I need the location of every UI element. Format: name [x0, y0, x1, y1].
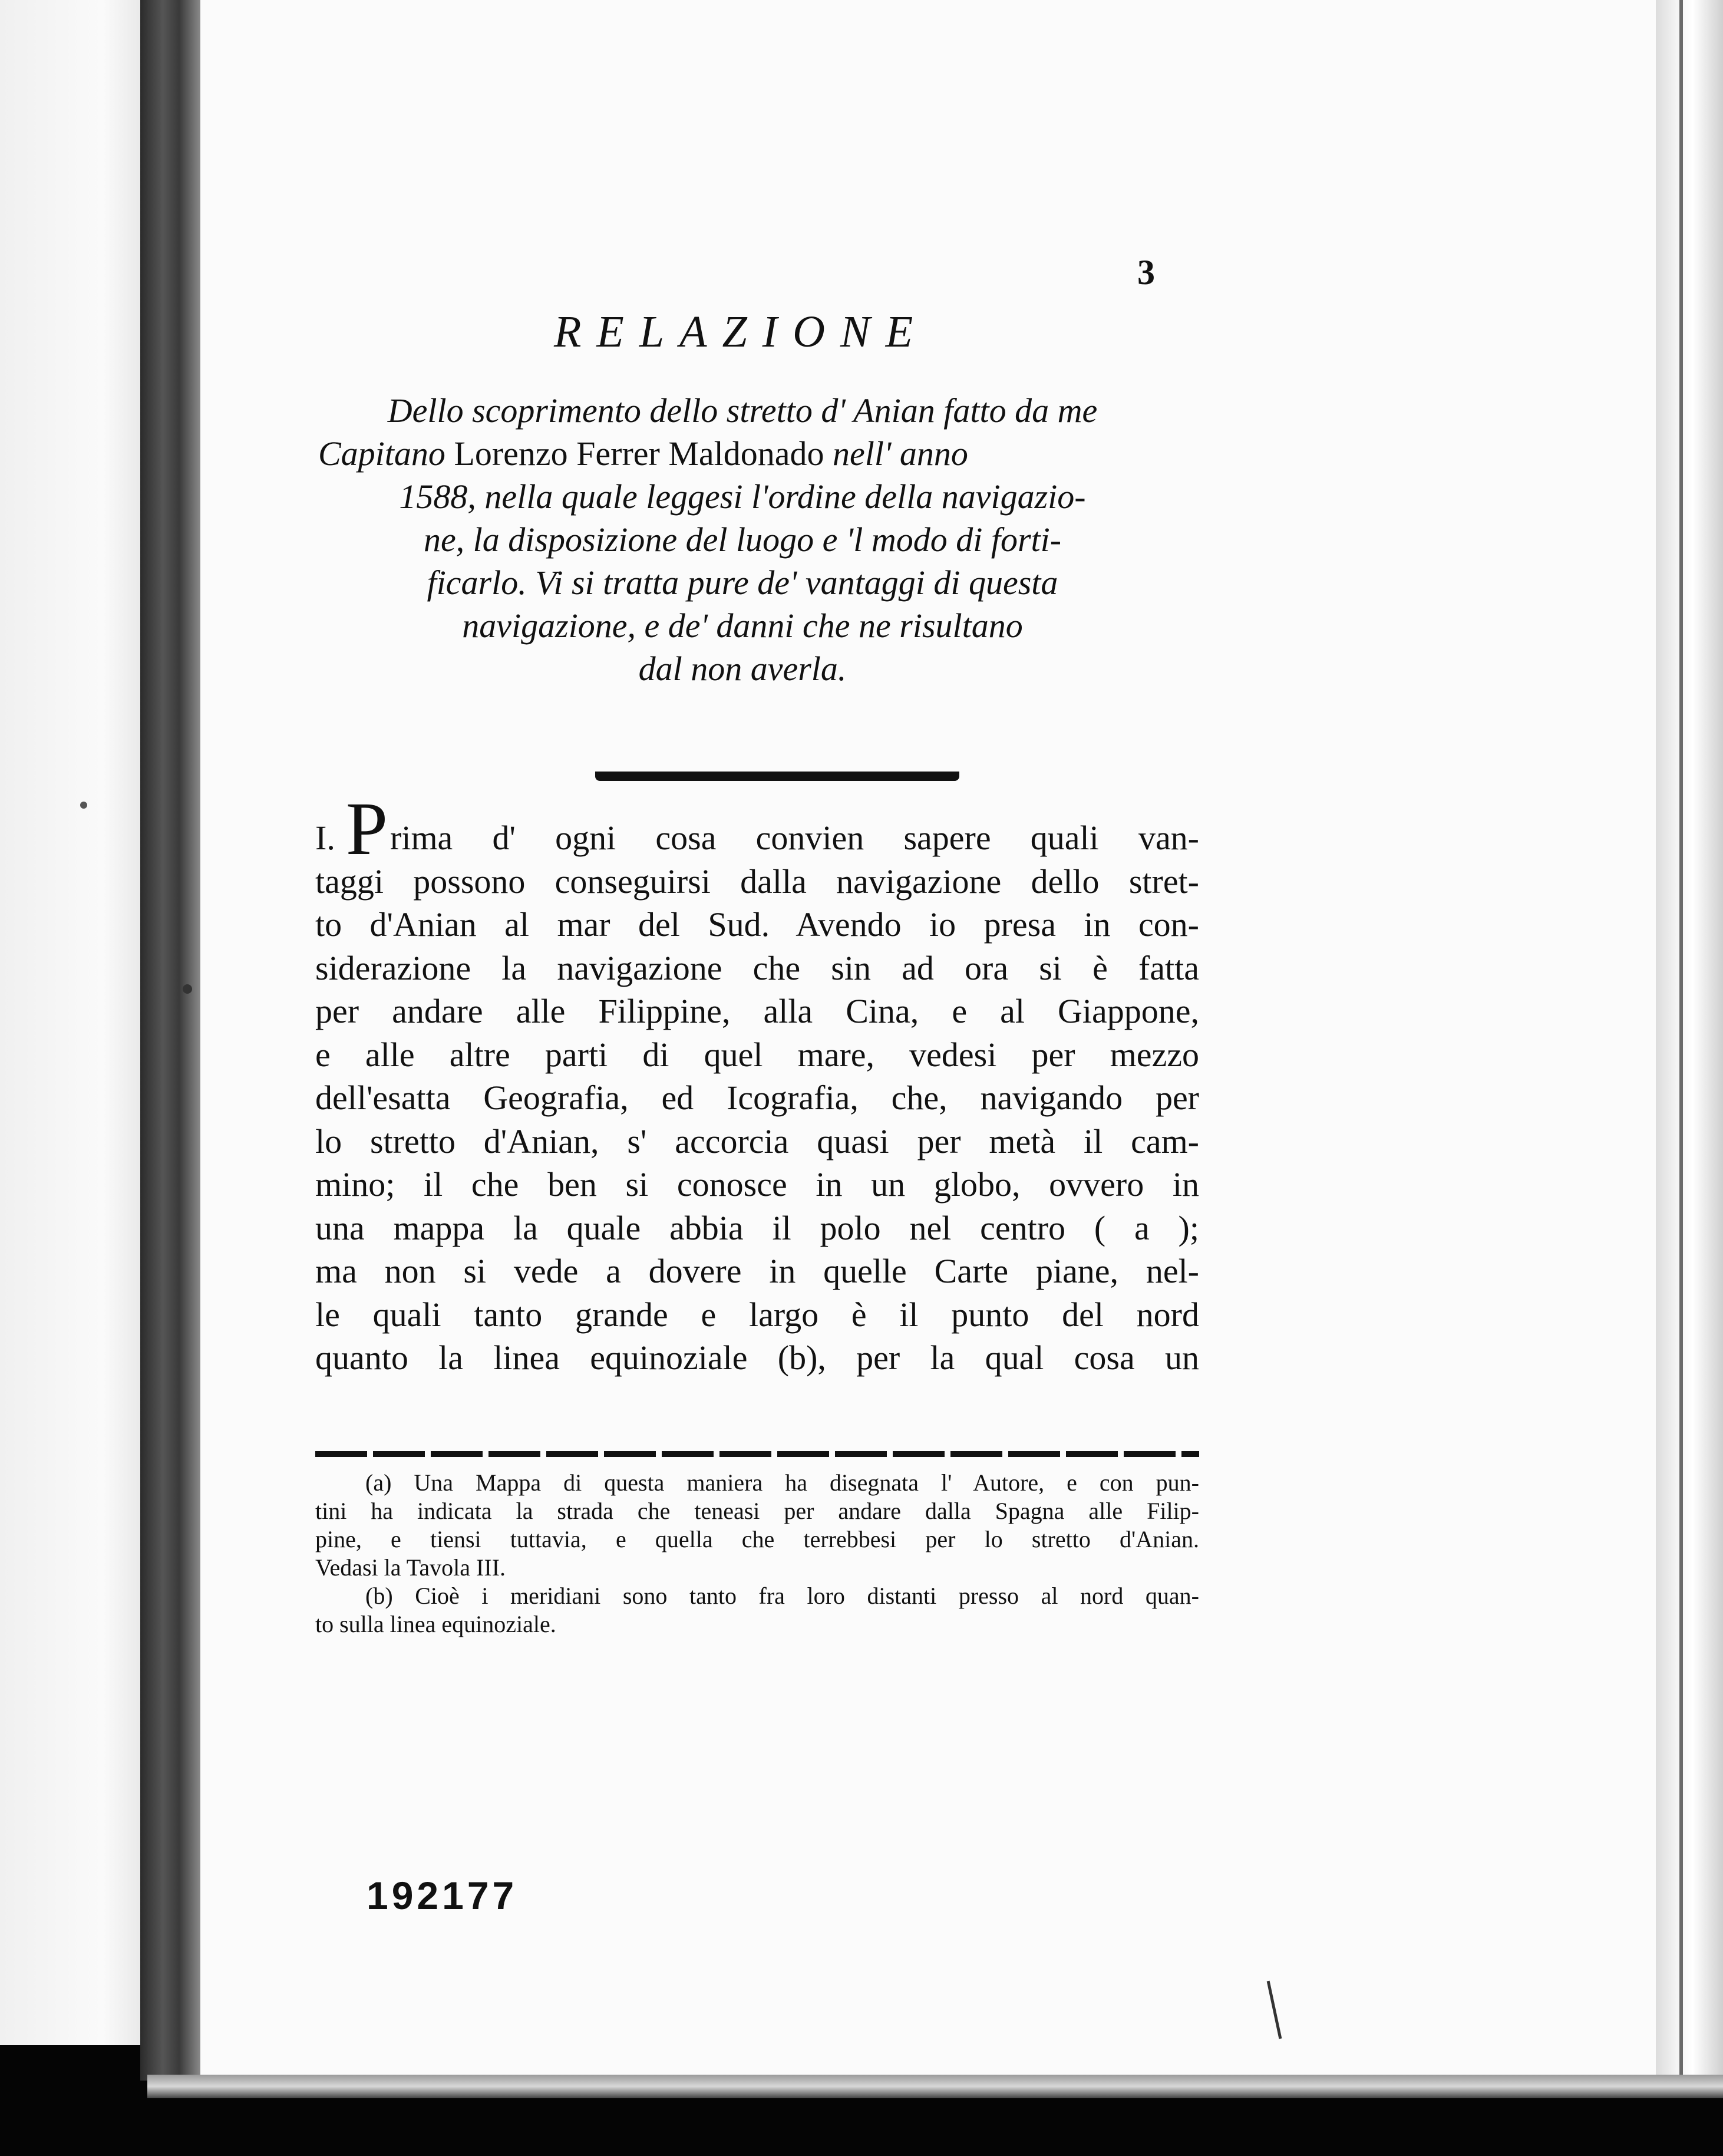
body-line: taggi possono conseguirsi dalla navigazione dello stret-	[315, 862, 1199, 901]
footnote-line: to sulla linea equinoziale.	[315, 1611, 556, 1637]
subtitle-line: Dello scoprimento dello stretto d' Anian fatto da me	[387, 391, 1098, 430]
subtitle-line: dal non averla.	[638, 650, 847, 688]
margin-mark	[183, 984, 192, 994]
left-page-edge	[0, 0, 147, 2045]
body-line: mino; il che ben si conosce in un globo, ovvero in	[315, 1165, 1199, 1204]
footnote-rule	[315, 1451, 1199, 1457]
right-edge-line	[1679, 0, 1683, 2098]
body-line: e alle altre parti di quel mare, vedesi per mezzo	[315, 1035, 1199, 1074]
footnote-line: tini ha indicata la strada che teneasi per andare dalla Spagna alle Filip-	[315, 1498, 1199, 1524]
subtitle-line	[306, 432, 1179, 475]
footnote-line: pine, e tiensi tuttavia, e quella che terrebbesi per lo stretto d'Anian.	[315, 1526, 1199, 1552]
subtitle-line: navigazione, e de' danni che ne risultano	[462, 606, 1023, 645]
subtitle-part: nell' anno	[833, 434, 968, 473]
body-text	[315, 787, 1199, 1380]
book-spine	[140, 0, 205, 2081]
body-line-text: rima d' ogni cosa convien sapere quali van-	[390, 819, 1199, 857]
section-number: I.	[315, 819, 335, 857]
body-line: quanto la linea equinoziale (b), per la qual cosa un	[315, 1339, 1199, 1377]
body-line: ma non si vede a dovere in quelle Carte piane, nel-	[315, 1252, 1199, 1290]
page-title: RELAZIONE	[554, 307, 929, 357]
page-number: 3	[1137, 253, 1155, 292]
body-line: to d'Anian al mar del Sud. Avendo io presa in con-	[315, 905, 1199, 944]
body-line: le quali tanto grande e largo è il punto del nord	[315, 1295, 1199, 1334]
body-line	[315, 787, 1199, 871]
body-line: siderazione la navigazione che sin ad ora si è fatta	[315, 948, 1199, 987]
author-name: Lorenzo Ferrer Maldonado	[454, 434, 824, 473]
body-line: lo stretto d'Anian, s' accorcia quasi per metà il cam-	[315, 1122, 1199, 1161]
footnote-line: Vedasi la Tavola III.	[315, 1554, 506, 1581]
library-stamp: 192177	[367, 1874, 518, 1917]
subtitle-part: Capitano	[318, 434, 445, 473]
bottom-page-edge	[147, 2075, 1723, 2098]
section-divider	[595, 772, 959, 781]
body-line: per andare alle Filippine, alla Cina, e al Giappone,	[315, 992, 1199, 1030]
drop-cap: P	[345, 787, 388, 871]
body-line: una mappa la quale abbia il polo nel centro ( a );	[315, 1208, 1199, 1247]
subtitle-line: ne, la disposizione del luogo e 'l modo di forti-	[423, 520, 1062, 559]
subtitle-line: ficarlo. Vi si tratta pure de' vantaggi di questa	[427, 563, 1058, 602]
right-page-edge	[1656, 0, 1723, 2098]
margin-mark	[80, 802, 87, 809]
footnotes	[315, 1469, 1199, 1639]
subtitle	[306, 389, 1179, 690]
body-line: dell'esatta Geografia, ed Icografia, che, navigando per	[315, 1079, 1199, 1117]
footnote-line: (a) Una Mappa di questa maniera ha disegnata l' Autore, e con pun-	[365, 1469, 1199, 1496]
subtitle-line: 1588, nella quale leggesi l'ordine della navigazio-	[399, 477, 1086, 516]
footnote-line: (b) Cioè i meridiani sono tanto fra loro distanti presso al nord quan-	[365, 1583, 1199, 1609]
